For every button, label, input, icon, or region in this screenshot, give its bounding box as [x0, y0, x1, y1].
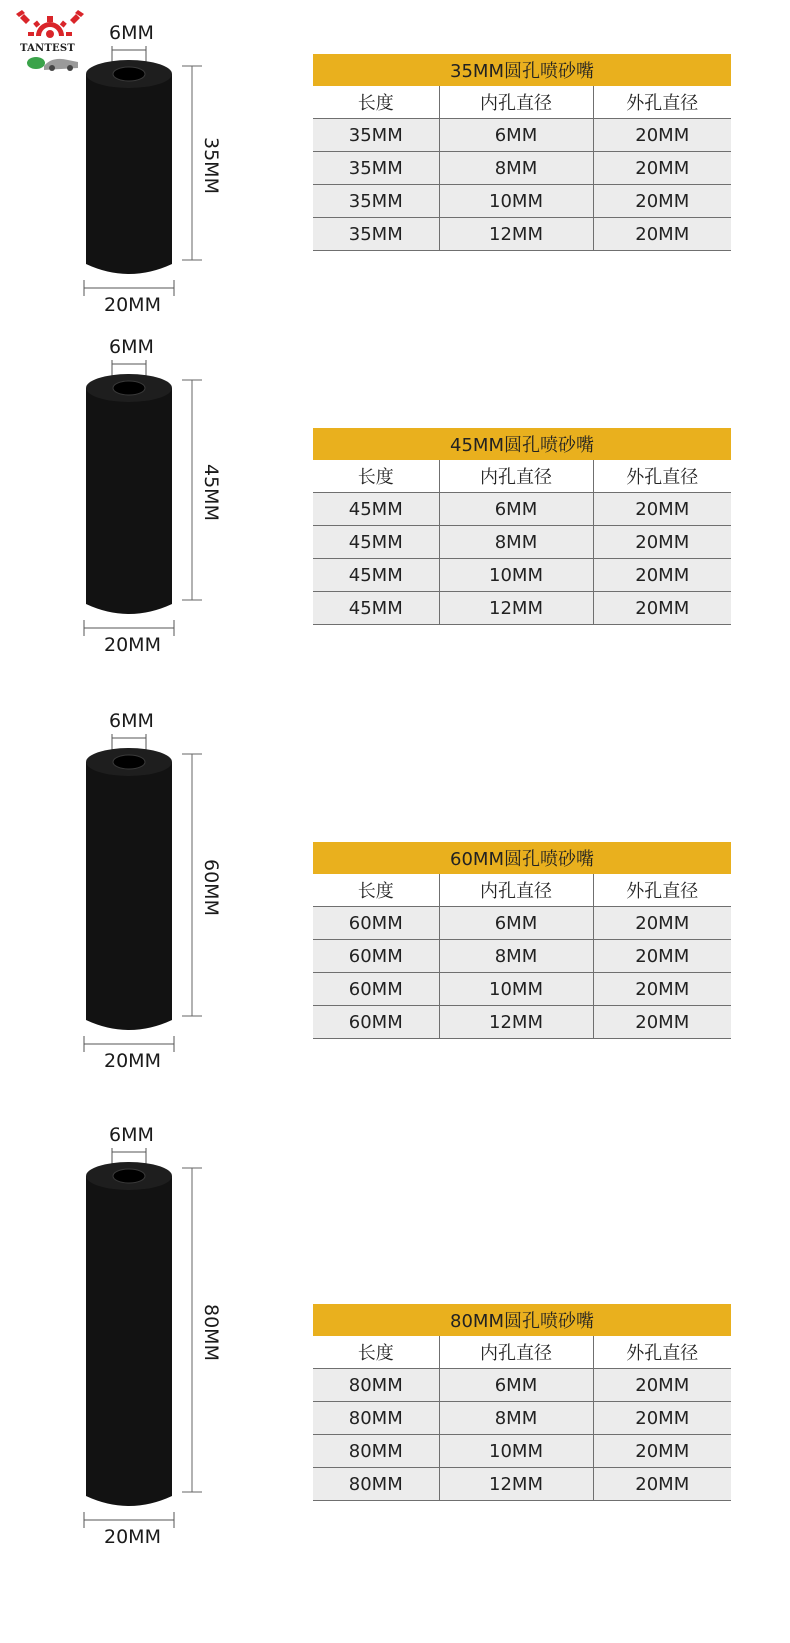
table-cell: 20MM	[593, 940, 731, 973]
table-cell: 10MM	[439, 1435, 593, 1468]
table-cell: 10MM	[439, 559, 593, 592]
column-header: 外孔直径	[593, 1336, 731, 1369]
column-header: 外孔直径	[593, 86, 731, 119]
table-cell: 35MM	[313, 152, 439, 185]
column-header: 内孔直径	[439, 874, 593, 907]
table-cell: 20MM	[593, 119, 731, 152]
table-cell: 8MM	[439, 1402, 593, 1435]
hole-diameter-label: 6MM	[109, 22, 154, 44]
table-cell: 45MM	[313, 526, 439, 559]
outer-diameter-label: 20MM	[104, 634, 161, 656]
table-cell: 10MM	[439, 185, 593, 218]
table-row	[313, 559, 731, 592]
table-cell: 6MM	[439, 119, 593, 152]
column-header: 长度	[313, 86, 439, 119]
column-header: 外孔直径	[593, 460, 731, 493]
table-row	[313, 185, 731, 218]
nozzle-section	[0, 336, 790, 656]
nozzle-bore	[113, 381, 145, 395]
nozzle-section	[0, 710, 790, 1072]
table-header-row	[313, 86, 731, 119]
table-cell: 35MM	[313, 119, 439, 152]
table-title: 45MM圆孔喷砂嘴	[313, 428, 731, 460]
spec-table	[313, 54, 731, 251]
table-cell: 35MM	[313, 185, 439, 218]
table-cell: 20MM	[593, 1435, 731, 1468]
table-row	[313, 1006, 731, 1039]
table-cell: 10MM	[439, 973, 593, 1006]
table-cell: 6MM	[439, 493, 593, 526]
column-header: 长度	[313, 874, 439, 907]
table-cell: 20MM	[593, 907, 731, 940]
column-header: 长度	[313, 460, 439, 493]
hole-diameter-label: 6MM	[109, 710, 154, 732]
table-title: 60MM圆孔喷砂嘴	[313, 842, 731, 874]
length-label: 80MM	[200, 1304, 222, 1361]
column-header: 内孔直径	[439, 1336, 593, 1369]
table-row	[313, 152, 731, 185]
nozzle-body	[86, 762, 172, 1030]
table-cell: 12MM	[439, 218, 593, 251]
nozzle-body	[86, 1176, 172, 1506]
table-row	[313, 940, 731, 973]
table-cell: 20MM	[593, 1369, 731, 1402]
table-cell: 8MM	[439, 152, 593, 185]
table-cell: 20MM	[593, 493, 731, 526]
outer-diameter-label: 20MM	[104, 1526, 161, 1548]
table-row	[313, 1435, 731, 1468]
hole-diameter-label: 6MM	[109, 1124, 154, 1146]
table-cell: 20MM	[593, 973, 731, 1006]
outer-diameter-label: 20MM	[104, 1050, 161, 1072]
table-title: 80MM圆孔喷砂嘴	[313, 1304, 731, 1336]
table-header-row	[313, 460, 731, 493]
table-cell: 60MM	[313, 907, 439, 940]
table-cell: 60MM	[313, 973, 439, 1006]
length-label: 60MM	[200, 859, 222, 916]
nozzle-body	[86, 74, 172, 274]
table-title-row	[313, 428, 731, 460]
outer-diameter-label: 20MM	[104, 294, 161, 316]
table-cell: 20MM	[593, 1006, 731, 1039]
table-row	[313, 907, 731, 940]
spec-table	[313, 842, 731, 1039]
table-cell: 35MM	[313, 218, 439, 251]
length-label: 45MM	[200, 464, 222, 521]
table-cell: 20MM	[593, 1468, 731, 1501]
table-cell: 20MM	[593, 1402, 731, 1435]
table-header-row	[313, 1336, 731, 1369]
spec-table	[313, 1304, 731, 1501]
hole-diameter-label: 6MM	[109, 336, 154, 358]
table-cell: 20MM	[593, 526, 731, 559]
column-header: 外孔直径	[593, 874, 731, 907]
table-cell: 12MM	[439, 1006, 593, 1039]
nozzle-bore	[113, 1169, 145, 1183]
table-cell: 20MM	[593, 592, 731, 625]
table-cell: 20MM	[593, 152, 731, 185]
table-row	[313, 493, 731, 526]
table-row	[313, 526, 731, 559]
table-header-row	[313, 874, 731, 907]
table-cell: 20MM	[593, 559, 731, 592]
table-title-row	[313, 54, 731, 86]
table-cell: 12MM	[439, 592, 593, 625]
column-header: 长度	[313, 1336, 439, 1369]
table-row	[313, 973, 731, 1006]
table-row	[313, 119, 731, 152]
table-cell: 80MM	[313, 1435, 439, 1468]
nozzle-body	[86, 388, 172, 614]
table-cell: 45MM	[313, 592, 439, 625]
table-cell: 60MM	[313, 940, 439, 973]
nozzle-bore	[113, 67, 145, 81]
table-cell: 6MM	[439, 907, 593, 940]
table-title-row	[313, 1304, 731, 1336]
spec-table	[313, 428, 731, 625]
nozzle-bore	[113, 755, 145, 769]
table-cell: 80MM	[313, 1468, 439, 1501]
table-cell: 12MM	[439, 1468, 593, 1501]
column-header: 内孔直径	[439, 460, 593, 493]
table-cell: 60MM	[313, 1006, 439, 1039]
table-cell: 80MM	[313, 1369, 439, 1402]
table-cell: 45MM	[313, 493, 439, 526]
nozzle-section	[0, 1124, 790, 1548]
table-row	[313, 218, 731, 251]
table-cell: 20MM	[593, 218, 731, 251]
length-label: 35MM	[200, 137, 222, 194]
column-header: 内孔直径	[439, 86, 593, 119]
table-title-row	[313, 842, 731, 874]
table-row	[313, 1402, 731, 1435]
table-row	[313, 1468, 731, 1501]
table-cell: 6MM	[439, 1369, 593, 1402]
table-cell: 8MM	[439, 526, 593, 559]
table-cell: 8MM	[439, 940, 593, 973]
logo-text: TANTEST	[20, 43, 75, 54]
table-row	[313, 592, 731, 625]
table-row	[313, 1369, 731, 1402]
table-title: 35MM圆孔喷砂嘴	[313, 54, 731, 86]
table-cell: 45MM	[313, 559, 439, 592]
table-cell: 20MM	[593, 185, 731, 218]
nozzle-section	[0, 22, 790, 316]
table-cell: 80MM	[313, 1402, 439, 1435]
